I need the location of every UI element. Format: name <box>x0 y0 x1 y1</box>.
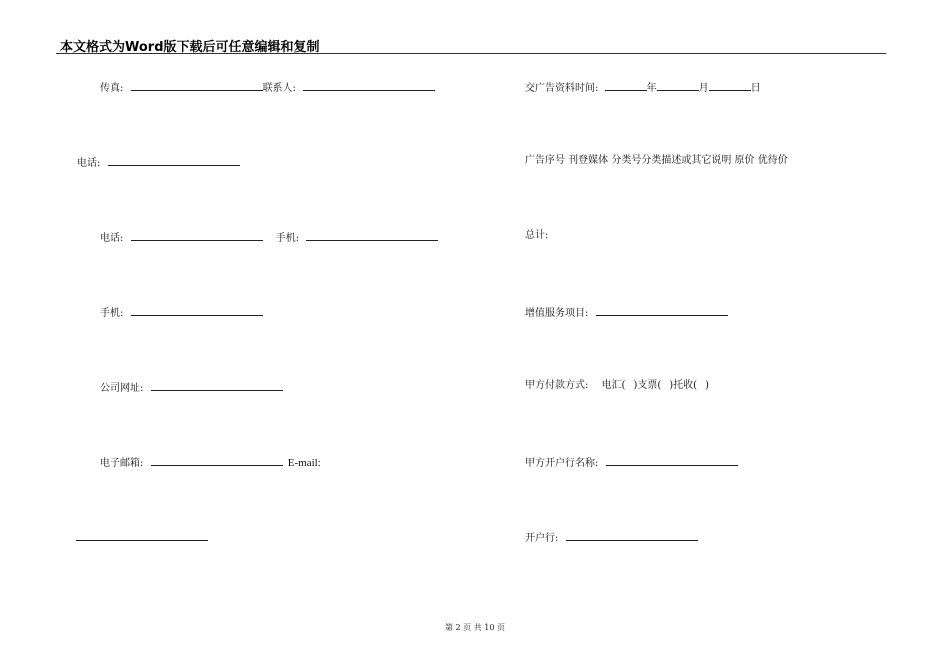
bank-name-row <box>525 455 738 470</box>
pay-collect-option[interactable]: )托收( <box>669 380 698 391</box>
bank-field[interactable] <box>566 530 698 541</box>
mobile-row-2 <box>100 305 263 320</box>
website-field[interactable] <box>151 380 283 391</box>
value-added-label: 增值服务项目: <box>525 308 589 319</box>
value-added-row <box>525 305 728 320</box>
month-field[interactable] <box>657 80 699 91</box>
bank-label: 开户行: <box>525 533 559 544</box>
day-field[interactable] <box>709 80 751 91</box>
website-label: 公司网址: <box>100 383 144 394</box>
day-label: 日 <box>750 83 761 94</box>
value-added-field[interactable] <box>596 305 728 316</box>
pay-check-option[interactable]: )支票( <box>633 380 662 391</box>
email-label: 电子邮箱: <box>100 458 144 469</box>
phone-row-1 <box>77 155 240 170</box>
bank-name-field[interactable] <box>606 455 738 466</box>
pay-wire-option[interactable]: 电汇( <box>601 380 626 391</box>
ad-table-header-row <box>525 155 788 167</box>
header-divider <box>56 53 886 54</box>
bank-row <box>525 530 698 545</box>
phone-field-2[interactable] <box>131 230 263 241</box>
phone-label-2: 电话: <box>100 233 124 244</box>
phone-mobile-row <box>100 230 438 245</box>
email-en-field[interactable] <box>76 530 208 541</box>
email-field[interactable] <box>151 455 283 466</box>
phone-label: 电话: <box>77 158 101 169</box>
pay-close-paren: ) <box>705 380 709 391</box>
ad-table-header: 广告序号 刊登媒体 分类号分类描述或其它说明 原价 优待价 <box>525 155 788 166</box>
bank-name-label: 甲方开户行名称: <box>525 458 599 469</box>
fax-contact-row <box>100 80 435 95</box>
email-en-label: E-mail: <box>287 457 321 469</box>
fax-field[interactable] <box>131 80 263 91</box>
email-continuation-row <box>76 530 208 545</box>
website-row <box>100 380 283 395</box>
contact-label: 联系人: <box>262 83 296 94</box>
month-label: 月 <box>698 83 709 94</box>
payment-row <box>525 380 709 392</box>
mobile-label: 手机: <box>275 233 300 244</box>
year-label: 年 <box>646 83 657 94</box>
mobile-field-2[interactable] <box>131 305 263 316</box>
mobile-field[interactable] <box>306 230 438 241</box>
fax-label: 传真: <box>100 83 124 94</box>
mobile-label-2: 手机: <box>100 308 124 319</box>
phone-field[interactable] <box>108 155 240 166</box>
total-row <box>525 230 548 242</box>
payment-label: 甲方付款方式: <box>525 380 589 391</box>
document-header-title: 本文格式为Word版下载后可任意编辑和复制 <box>60 40 320 55</box>
page-number: 第 2 页 共 10 页 <box>445 623 505 632</box>
total-label: 总计: <box>525 230 549 241</box>
submit-time-row <box>525 80 761 95</box>
year-field[interactable] <box>605 80 647 91</box>
email-row <box>100 455 321 470</box>
contact-field[interactable] <box>303 80 435 91</box>
submit-time-label: 交广告资料时间: <box>525 83 599 94</box>
